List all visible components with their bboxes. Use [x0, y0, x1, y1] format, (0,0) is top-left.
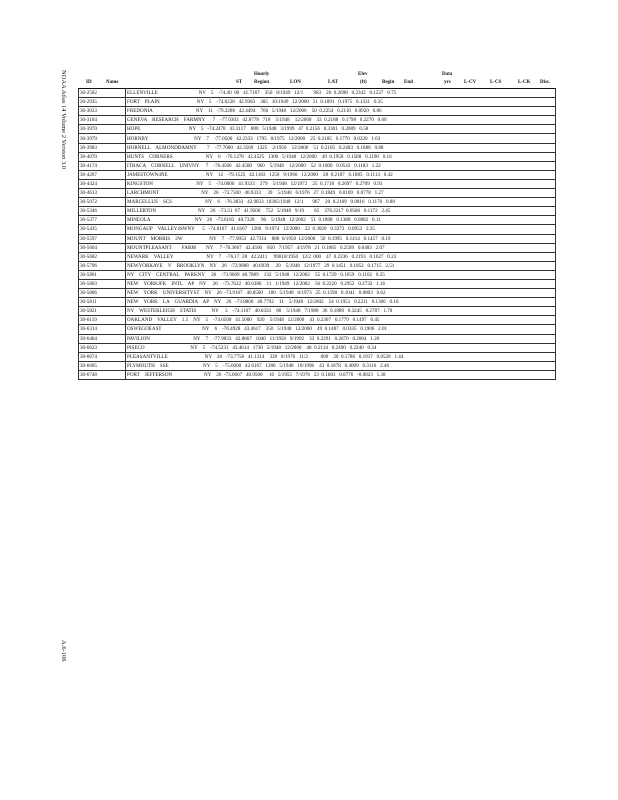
table-row — [79, 361, 556, 370]
table-row — [79, 189, 556, 198]
station-id-cell: 30-5682 — [79, 252, 126, 261]
station-data-cell: MOUNT MORRIS 2W NY 7 -77.9053 42.7314 880 6/1950 12/2000 50 0.1995 0.1414 0.1457 0.19 — [126, 234, 556, 243]
header-begin: Begin — [382, 80, 395, 85]
station-data-cell: HORNBY NY 7 -77.0500 42.2333 1795 8/1975 12/2000 25 0.2185 0.1770 0.0220 1.63 — [126, 134, 556, 143]
table-row — [79, 116, 556, 125]
station-id-cell: 30-5811 — [79, 298, 126, 307]
table-row — [79, 98, 556, 107]
table-row — [79, 152, 556, 161]
station-data-cell: MINEOLA NY 26 -73.6183 40.7328 96 5/1948 12/2002 51 0.1808 0.1388 0.0882 0.11 — [126, 216, 556, 225]
table-row — [79, 143, 556, 152]
station-data-cell: PORT JEFFERSON NY 26 -73.0667 40.9500 10 5/1955 7/1976 23 0.1683 0.0776 -0.0023 1.38 — [126, 370, 556, 379]
table-row — [79, 307, 556, 316]
station-id-cell: 30-4070 — [79, 152, 126, 161]
table-row — [79, 261, 556, 270]
header-hourly-bottom: Region — [254, 80, 269, 85]
station-data-cell: FREDONIA NY 11 -79.2286 42.4494 760 5/1948 12/2000 50 0.2254 0.2110 0.0920 0.86 — [126, 107, 556, 116]
header-lcv: L-CV — [464, 80, 477, 85]
station-data-cell: NEW YORK LA GUARDIA AP NY 26 -73.8800 40.7792 11 5/1948 12/2002 54 0.1951 0.2211 0.1306 0.16 — [126, 298, 556, 307]
station-data-cell: MILLERTON NY 26 -73.51 67 41.9500 752 5/1948 9/19 85 370.2217 0.0566 0.1172 2.45 — [126, 207, 556, 216]
header-hourly-top: Hourly — [254, 72, 270, 77]
table-row — [79, 89, 556, 98]
table-row — [79, 325, 556, 334]
station-id-cell: 30-5435 — [79, 225, 126, 234]
station-data-cell: NEWARK VALLEY NY 7 -76.17 28 42.2411 99010/1950 12/2 000 47 0.2236 0.2193 0.1627 0.23 — [126, 252, 556, 261]
table-row — [79, 125, 556, 134]
station-id-cell: 30-2582 — [79, 89, 126, 98]
station-data-cell: FORT PLAIN NY 5 -74.6228 42.9383 305 10/1949 12/2000 51 0.1891 0.1975 0.1331 0.35 — [126, 98, 556, 107]
header-id: ID — [86, 80, 92, 85]
station-data-cell: PAVILION NY 7 -77.9833 42.8667 1040 11/1956 9/1992 33 0.2291 0.2670 0.2004 1.20 — [126, 334, 556, 343]
header-lck: L-CK — [518, 80, 531, 85]
station-data-cell: KINGSTON NY 5 -74.0000 41.9333 279 5/1948 12/1972 25 0.1718 0.2697 0.2709 0.93 — [126, 179, 556, 188]
table-row — [79, 225, 556, 234]
station-data-cell: MONGAUP VALLEY4SWNY 5 -74.8167 41.6167 1200 9/1974 12/2000 22 0.3020 0.3273 0.0953 2.35 — [126, 225, 556, 234]
station-id-cell: 30-3983 — [79, 143, 126, 152]
station-data-cell: NY WESTERLEIGH STATIS NY 3 -74.1167 40.6333 80 5/1948 7/1988 36 0.1889 0.3245 0.2787 1.70 — [126, 307, 556, 316]
station-id-cell: 30-3979 — [79, 134, 126, 143]
station-id-cell: 30-5377 — [79, 216, 126, 225]
station-data-cell: ELLENVILLE NY 5 -74.40 00 41.7167 350 8/1949 12/1 983 26 0.2698 0.2342 0.1227 0.75 — [126, 89, 556, 98]
station-id-cell: 30-6314 — [79, 325, 126, 334]
station-data-cell: MOUNTPLEASANT FARM NY 7 -76.3667 42.4500 850 7/1957 4/1978 21 0.1885 0.2599 0.0483 2.07 — [126, 243, 556, 252]
table-row — [79, 334, 556, 343]
station-id-cell: 30-5821 — [79, 307, 126, 316]
station-id-cell: 30-6464 — [79, 334, 126, 343]
station-table — [78, 88, 556, 380]
table-row — [79, 207, 556, 216]
table-row — [79, 343, 556, 352]
header-lon: LON — [290, 80, 301, 85]
station-data-cell: GENEVA RESEARCH FARMNY 7 -77.0303 42.8778 718 5/1948 12/2000 33 0.2188 0.1798 0.2270 0.60 — [126, 116, 556, 125]
header-st: ST — [236, 80, 243, 85]
station-id-cell: 30-6119 — [79, 316, 126, 325]
station-table-container — [78, 70, 556, 380]
station-data-cell: PLEASANTVILLE NY 26 -73.7758 41.1314 320 8/1976 11/2 000 20 0.1786 0.1917 0.0528 1.44 — [126, 352, 556, 361]
table-row — [79, 279, 556, 288]
station-data-cell: OAKLAND VALLEY 1.5 NY 5 -74.6500 41.5000 920 5/1948 12/2000 43 0.2307 0.1779 0.1497 0.45 — [126, 316, 556, 325]
table-row — [79, 370, 556, 379]
atlas-volume-label: NOAA Atlas 14 Volume 2 Version 3.0 — [60, 70, 67, 170]
table-row — [79, 243, 556, 252]
station-data-cell: NEW YORK UNIVERSITYST NY 26 -73.9167 40.8500 180 5/1948 6/1973 25 0.1590 0.1041 0.0803 0.62 — [126, 289, 556, 298]
header-lat: LAT — [328, 80, 338, 85]
station-id-cell: 30-4174 — [79, 161, 126, 170]
station-id-cell: 30-6623 — [79, 343, 126, 352]
table-row — [79, 161, 556, 170]
station-data-cell: PLYMOUTH SSE NY 5 -75.6000 42.6167 1280 5/1948 10/1996 43 0.1878 0.4009 0.3116 2.46 — [126, 361, 556, 370]
station-id-cell: 30-5806 — [79, 289, 126, 298]
station-data-cell: MARCELLUS SCS NY 6 -76.3833 42.9833 10305/1948 12/1 967 20 0.2169 0.0816 0.1170 0.88 — [126, 198, 556, 207]
table-row — [79, 107, 556, 116]
station-data-cell: NEWYORKAVE V BROOKLYN NY 26 -73.9808 40.6939 20 5/1948 12/1977 29 0.1451 0.1852 0.1715 2.51 — [126, 261, 556, 270]
header-disc: Disc. — [540, 80, 551, 85]
station-id-cell: 30-5346 — [79, 207, 126, 216]
header-lcs: L-CS — [490, 80, 502, 85]
table-row — [79, 352, 556, 361]
table-header — [78, 70, 556, 88]
station-id-cell: 30-3970 — [79, 125, 126, 134]
table-row — [79, 198, 556, 207]
table-row — [79, 179, 556, 188]
station-data-cell: HORNELL ALMONDDAMNY 7 -77.7000 42.3500 1325 2/1950 12/2000 51 0.2105 0.2403 0.1888 0.88 — [126, 143, 556, 152]
station-data-cell: HUNTS CORNERS NY 6 -76.1278 42.4525 1300 5/1948 12/2000 49 0.1958 0.1588 0.1190 0.16 — [126, 152, 556, 161]
table-row — [79, 298, 556, 307]
table-row — [79, 170, 556, 179]
station-data-cell: OSWEGOEAST NY 6 -76.4928 43.4617 350 5/1948 12/2000 49 0.1487 0.0335 0.1906 2.01 — [126, 325, 556, 334]
header-data-bottom: yrs — [444, 80, 451, 85]
station-id-cell: 30-5803 — [79, 279, 126, 288]
station-id-cell: 30-5604 — [79, 243, 126, 252]
station-id-cell: 30-4613 — [79, 189, 126, 198]
table-row — [79, 252, 556, 261]
table-row — [79, 134, 556, 143]
station-id-cell: 30-2935 — [79, 98, 126, 107]
station-id-cell: 30-5597 — [79, 234, 126, 243]
station-id-cell: 30-6674 — [79, 352, 126, 361]
station-data-cell: JAMESTOWN4NE NY 12 -79.1525 42.1183 1250 9/1960 12/2000 28 0.2187 0.1885 0.1113 0.42 — [126, 170, 556, 179]
station-data-cell: NEW YORKJFK INTL AP NY 26 -73.7622 40.6386 11 1/1949 12/2002 56 0.2220 0.2952 0.2732 1.16 — [126, 279, 556, 288]
station-data-cell: HOPE NY 5 -74.2478 43.3117 880 5/1948 3/1999 47 0.2156 0.3301 0.2089 0.58 — [126, 125, 556, 134]
station-id-cell: 30-5796 — [79, 261, 126, 270]
table-row — [79, 270, 556, 279]
station-id-cell: 30-5801 — [79, 270, 126, 279]
station-data-cell: ITHACA CORNELL UNIVNY 7 -76.4500 42.4500 960 5/1948 12/2000 52 0.1600 0.0543 0.1183 1.22 — [126, 161, 556, 170]
station-id-cell: 30-6748 — [79, 370, 126, 379]
table-row — [79, 316, 556, 325]
table-row — [79, 289, 556, 298]
header-end: End — [404, 80, 413, 85]
station-data-cell: LARCHMONT NY 26 -73.7500 40.9333 39 5/1948 6/1976 27 0.1849 0.0109 0.0778 1.27 — [126, 189, 556, 198]
station-id-cell: 30-3184 — [79, 116, 126, 125]
station-id-cell: 30-5072 — [79, 198, 126, 207]
header-data-top: Data — [442, 72, 453, 77]
header-name: Name — [106, 80, 119, 85]
table-row — [79, 216, 556, 225]
header-elev-bottom: (ft) — [360, 80, 367, 85]
station-data-cell: NY CITY CENTRAL PARKNY 26 -73.9669 40.7889 132 5/1948 12/2002 55 0.1729 0.1059 0.1102 0.25 — [126, 270, 556, 279]
table-row — [79, 234, 556, 243]
station-id-cell: 30-4207 — [79, 170, 126, 179]
station-id-cell: 30-6685 — [79, 361, 126, 370]
header-elev-top: Elev — [358, 72, 368, 77]
station-id-cell: 30-4424 — [79, 179, 126, 188]
page-number: A.6-106 — [60, 640, 67, 662]
station-id-cell: 30-3033 — [79, 107, 126, 116]
station-data-cell: PISECO NY 5 -74.5231 43.4614 1730 5/1948 12/2000 48 0.2114 0.2490 0.2240 0.34 — [126, 343, 556, 352]
